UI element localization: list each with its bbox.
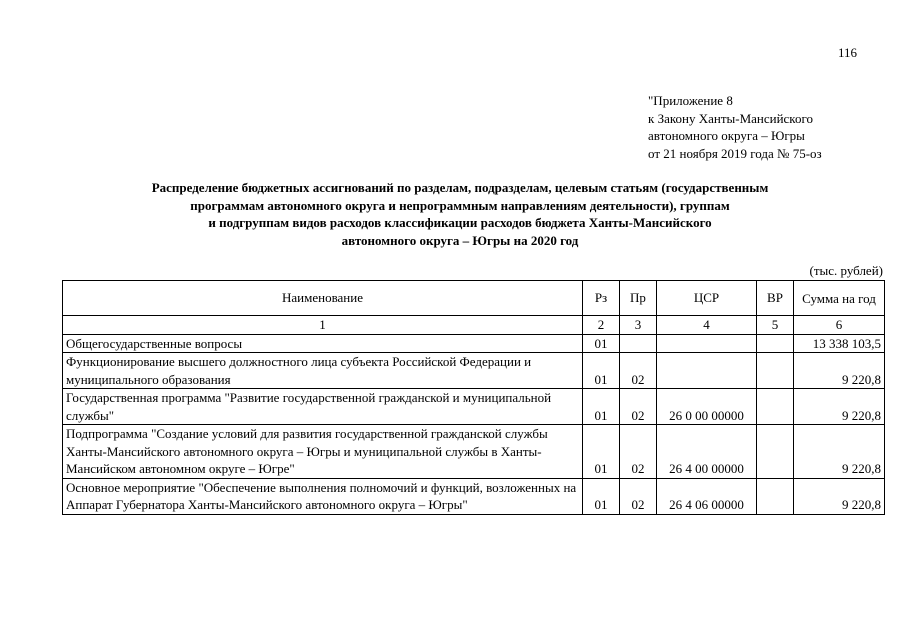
row-vr — [757, 478, 794, 514]
row-name: Общегосударственные вопросы — [63, 334, 583, 353]
row-csr: 26 0 00 00000 — [657, 389, 757, 425]
column-index: 6 — [794, 316, 885, 335]
column-index: 5 — [757, 316, 794, 335]
row-vr — [757, 425, 794, 479]
row-pr: 02 — [620, 478, 657, 514]
column-index: 1 — [63, 316, 583, 335]
row-pr — [620, 334, 657, 353]
row-rz: 01 — [583, 478, 620, 514]
row-vr — [757, 389, 794, 425]
row-vr — [757, 334, 794, 353]
row-name: Основное мероприятие "Обеспечение выполнения полномочий и функций, возложенных на Аппарат Губернатора Ханты-Мансийского автономного округа – Югры" — [63, 478, 583, 514]
row-pr: 02 — [620, 353, 657, 389]
row-pr: 02 — [620, 389, 657, 425]
appendix-line: от 21 ноября 2019 года № 75-оз — [648, 145, 822, 161]
row-name: Подпрограмма "Создание условий для развития государственной гражданской службы Ханты-Мансийского автономного округа – Югры и муниципальной службы в Ханты-Мансийском автономном округе – Югре" — [63, 425, 583, 479]
page-number: 116 — [838, 45, 858, 60]
row-sum: 9 220,8 — [794, 353, 885, 389]
title-line: программам автономного округа и непрограммным направлениям деятельности), группам — [190, 197, 730, 213]
header-csr: ЦСР — [657, 281, 757, 316]
row-rz: 01 — [583, 389, 620, 425]
column-index: 3 — [620, 316, 657, 335]
units-label: (тыс. рублей) — [809, 263, 883, 278]
header-sum: Сумма на год — [794, 281, 885, 316]
appendix-line: "Приложение 8 — [648, 93, 733, 108]
table-row — [63, 334, 885, 353]
column-index: 4 — [657, 316, 757, 335]
column-index: 2 — [583, 316, 620, 335]
row-vr — [757, 353, 794, 389]
appendix-line: автономного округа – Югры — [648, 128, 805, 143]
row-csr — [657, 334, 757, 353]
row-name: Государственная программа "Развитие государственной гражданской и муниципальной службы" — [63, 389, 583, 425]
row-sum: 9 220,8 — [794, 425, 885, 479]
row-name: Функционирование высшего должностного лица субъекта Российской Федерации и муниципального образования — [63, 353, 583, 389]
row-rz: 01 — [583, 334, 620, 353]
table-header-row — [63, 281, 885, 316]
title-line: Распределение бюджетных ассигнований по разделам, подразделам, целевым статьям (государственным — [151, 180, 769, 195]
row-rz: 01 — [583, 353, 620, 389]
appendix-note — [648, 92, 822, 162]
table-row — [63, 353, 885, 389]
title-line: автономного округа – Югры на 2020 год — [341, 232, 579, 248]
appendix-line: к Закону Ханты-Мансийского — [648, 110, 813, 126]
header-name: Наименование — [63, 281, 583, 316]
document-title — [60, 179, 860, 249]
header-rz: Рз — [583, 281, 620, 316]
row-sum: 13 338 103,5 — [794, 334, 885, 353]
column-index-row — [63, 316, 885, 335]
budget-table — [62, 280, 885, 515]
header-pr: Пр — [620, 281, 657, 316]
row-csr: 26 4 00 00000 — [657, 425, 757, 479]
table-row — [63, 389, 885, 425]
row-csr — [657, 353, 757, 389]
table-row — [63, 425, 885, 479]
row-csr: 26 4 06 00000 — [657, 478, 757, 514]
row-pr: 02 — [620, 425, 657, 479]
row-rz: 01 — [583, 425, 620, 479]
title-line: и подгруппам видов расходов классификации расходов бюджета Ханты-Мансийского — [208, 215, 712, 230]
header-vr: ВР — [757, 281, 794, 316]
row-sum: 9 220,8 — [794, 389, 885, 425]
table-row — [63, 478, 885, 514]
row-sum: 9 220,8 — [794, 478, 885, 514]
